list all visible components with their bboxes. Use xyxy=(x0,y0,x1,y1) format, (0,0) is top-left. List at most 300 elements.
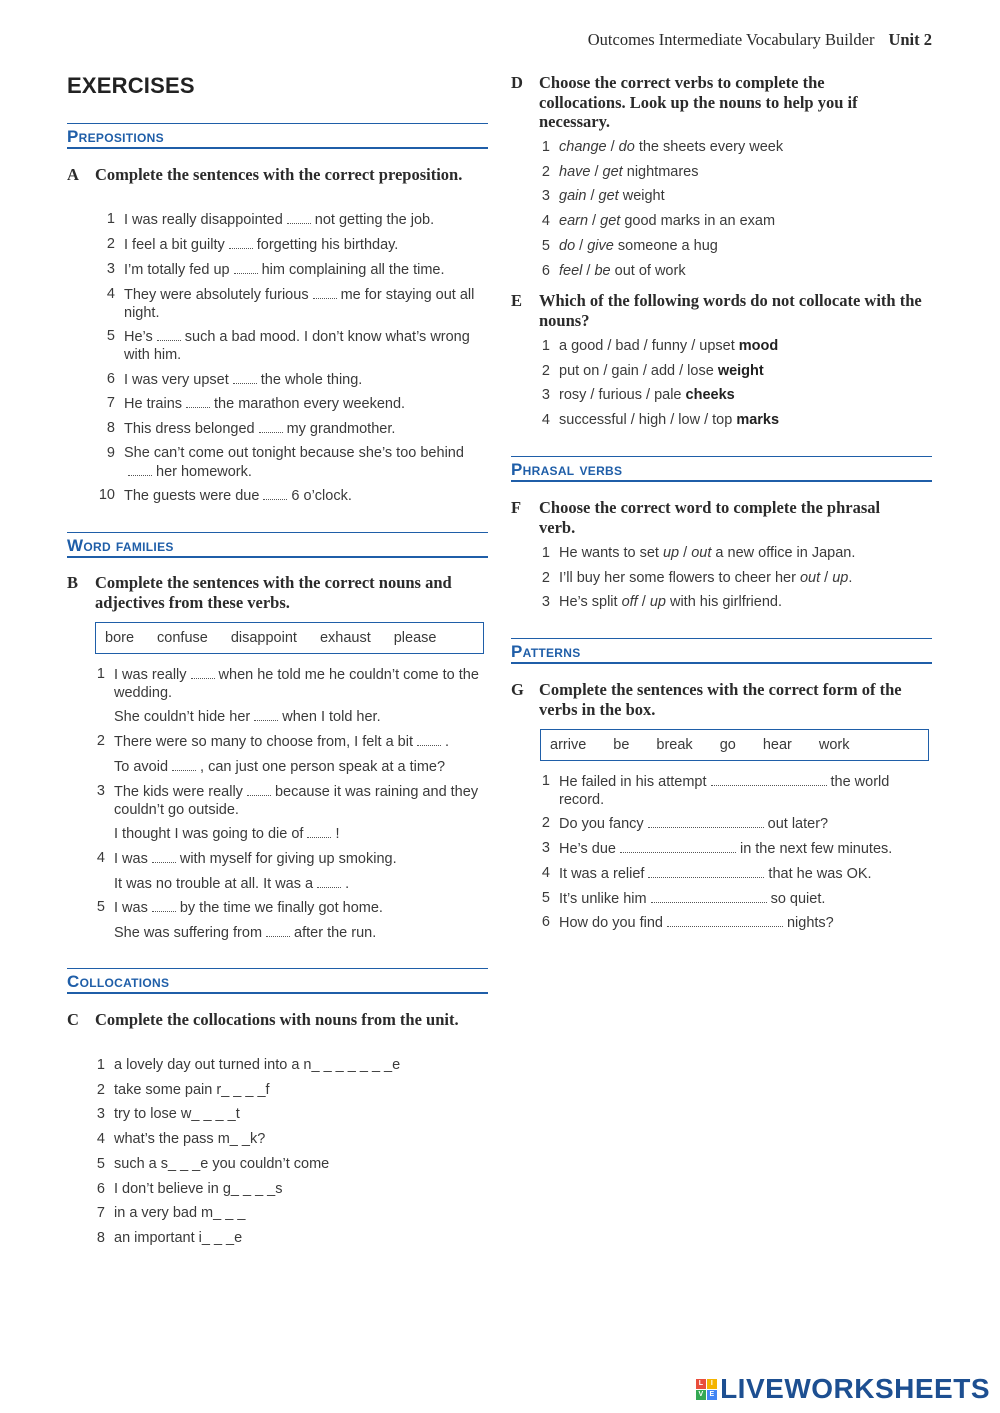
sentence-part: that he was OK. xyxy=(768,866,872,882)
item-text xyxy=(540,570,932,588)
exercise-b-heading xyxy=(67,573,487,612)
sentence-part: I was really disappointed xyxy=(124,212,283,228)
item-number: 2 xyxy=(96,733,105,749)
list-item xyxy=(540,570,932,588)
option-word[interactable]: out xyxy=(691,545,712,561)
item-text xyxy=(540,914,932,933)
exercise-instruction: Complete the sentences with the correct form of the verbs in the box. xyxy=(539,680,902,719)
answer-blank[interactable] xyxy=(648,865,764,878)
sentence-part: her homework. xyxy=(156,463,252,480)
answer-blank[interactable] xyxy=(266,924,290,937)
sentence-part: The guests were due xyxy=(124,488,260,504)
sentence-part: He’s xyxy=(124,329,153,345)
sentence-part: I’m totally fed up xyxy=(124,262,230,278)
exercise-letter: A xyxy=(67,165,79,184)
list-item xyxy=(540,387,932,405)
sentence-part: out later? xyxy=(767,816,829,832)
option-word[interactable]: change xyxy=(559,139,607,155)
sentence-part: She can’t come out tonight because she’s too behind xyxy=(124,445,464,461)
sentence-part: when he told me he couldn’t come to the wedding. xyxy=(114,667,479,701)
item-text xyxy=(540,840,932,859)
sentence-part: a new office in Japan. xyxy=(715,545,856,561)
logo-wordmark: LIVEWORKSHEETS xyxy=(720,1373,990,1404)
sentence-part: me for staying out all night. xyxy=(124,287,475,321)
option-word[interactable]: up xyxy=(649,594,666,611)
exercise-letter: F xyxy=(511,498,522,517)
item-text xyxy=(95,733,488,752)
sentence-part: He’s split xyxy=(559,594,618,611)
exercise-f-heading xyxy=(511,498,911,537)
sentence-part: try to lose w_ _ _ _t xyxy=(114,1106,240,1123)
item-text xyxy=(95,1131,488,1149)
item-text xyxy=(95,487,488,506)
sentence-part: forgetting his birthday. xyxy=(256,237,399,253)
exercise-a-heading xyxy=(67,165,467,185)
section-prepositions xyxy=(67,123,488,149)
item-number: 4 xyxy=(96,850,105,866)
sentence-part: , can just one person speak at a time? xyxy=(200,759,446,775)
exercise-letter: E xyxy=(511,291,523,310)
sentence-part: To avoid xyxy=(114,759,169,775)
list-item xyxy=(95,825,488,844)
option-separator: / xyxy=(582,262,595,279)
list-item xyxy=(95,924,488,943)
option-separator: / xyxy=(637,594,650,611)
item-text xyxy=(540,188,932,206)
item-text xyxy=(540,164,932,182)
list-item xyxy=(540,890,932,909)
section-title: Phrasal verbs xyxy=(511,460,623,479)
sentence-part: nightmares xyxy=(626,163,699,180)
sentence-part: She couldn’t hide her xyxy=(114,709,251,725)
answer-blank[interactable] xyxy=(186,395,210,408)
list-item xyxy=(95,783,488,819)
section-title: Collocations xyxy=(67,972,170,991)
item-text xyxy=(95,1057,488,1075)
list-item xyxy=(95,1106,488,1124)
list-item xyxy=(540,188,932,206)
sentence-part: . xyxy=(848,569,853,586)
exercise-instruction: Which of the following words do not collocate with the nouns? xyxy=(539,291,922,330)
sentence-part: It was no trouble at all. It was a xyxy=(114,876,314,892)
list-item xyxy=(95,1181,488,1199)
sentence-part: . xyxy=(345,876,350,892)
noun: mood xyxy=(738,338,779,354)
item-number: 2 xyxy=(541,163,550,180)
item-text xyxy=(540,412,932,430)
answer-blank[interactable] xyxy=(263,487,287,500)
sentence-part: a lovely day out turned into a n_ _ _ _ _ _ _e xyxy=(114,1057,401,1073)
item-text xyxy=(95,899,488,918)
option-word[interactable]: up xyxy=(662,545,680,561)
item-number: 3 xyxy=(541,840,550,856)
section-word-families xyxy=(67,532,488,558)
list-item xyxy=(95,1057,488,1075)
sentence-part: weight xyxy=(622,188,665,205)
item-text xyxy=(540,338,932,356)
list-item xyxy=(95,1205,488,1223)
sentence-part: in the next few minutes. xyxy=(739,841,893,857)
option-separator: / xyxy=(590,163,603,180)
exercise-instruction: Complete the sentences with the correct nouns and adjectives from these verbs. xyxy=(95,573,452,612)
option-word[interactable]: do xyxy=(559,237,576,254)
list-item xyxy=(95,708,488,727)
option-word[interactable]: out xyxy=(799,569,821,586)
item-text xyxy=(95,1181,488,1199)
item-number: 6 xyxy=(541,914,550,930)
item-text xyxy=(540,263,932,281)
sentence-part: with myself for giving up smoking. xyxy=(179,851,397,867)
list-item xyxy=(540,914,932,933)
word-box-g xyxy=(540,729,929,761)
word-box-b xyxy=(95,622,484,654)
option-word[interactable]: feel xyxy=(559,262,583,279)
item-text xyxy=(95,211,488,230)
item-number: 7 xyxy=(106,395,115,411)
item-number: 3 xyxy=(96,783,105,799)
list-item xyxy=(540,164,932,182)
sentence-part: the whole thing. xyxy=(260,372,363,388)
sentence-part: She was suffering from xyxy=(114,925,263,941)
answer-blank[interactable] xyxy=(247,783,271,796)
section-phrasal-verbs xyxy=(511,456,932,482)
exercise-d-heading xyxy=(511,73,911,132)
answer-blank[interactable] xyxy=(711,773,827,786)
item-text xyxy=(95,758,488,777)
option-word[interactable]: off xyxy=(621,594,638,611)
list-item xyxy=(540,840,932,859)
answer-blank[interactable] xyxy=(667,914,783,927)
list-item xyxy=(95,1230,488,1248)
list-item xyxy=(540,338,932,356)
list-item xyxy=(95,899,488,918)
item-number: 1 xyxy=(96,666,105,682)
item-text xyxy=(95,875,488,894)
item-text xyxy=(95,1106,488,1124)
option-word[interactable]: get xyxy=(602,163,623,180)
list-item xyxy=(95,758,488,777)
word-box-item: go xyxy=(719,737,736,753)
item-text xyxy=(95,445,488,481)
sentence-part: the marathon every weekend. xyxy=(214,396,406,412)
answer-blank[interactable] xyxy=(417,733,441,746)
list-item xyxy=(540,815,932,834)
option-separator: / xyxy=(588,213,601,230)
word-box-item: work xyxy=(818,737,850,753)
sentence-part: The kids were really xyxy=(114,784,243,800)
item-number: 1 xyxy=(96,1057,105,1073)
section-patterns xyxy=(511,638,932,664)
answer-blank[interactable] xyxy=(313,286,337,299)
sentence-part: him complaining all the time. xyxy=(261,262,445,278)
sentence-part: 6 o’clock. xyxy=(291,488,352,504)
item-number: 3 xyxy=(96,1106,105,1123)
option-word[interactable]: gain xyxy=(559,188,587,205)
sentence-part: I was very upset xyxy=(124,372,229,388)
option-word[interactable]: get xyxy=(600,213,621,230)
sentence-part: He failed in his attempt xyxy=(559,774,707,790)
item-number: 4 xyxy=(541,865,550,881)
item-number: 1 xyxy=(541,139,550,155)
item-number: 6 xyxy=(541,262,550,279)
item-text xyxy=(95,420,488,439)
book-title: Outcomes Intermediate Vocabulary Builder xyxy=(587,30,875,49)
option-separator: / xyxy=(575,237,588,254)
answer-blank[interactable] xyxy=(152,899,176,912)
sentence-part: what’s the pass m_ _k? xyxy=(114,1131,266,1148)
list-item xyxy=(95,445,488,481)
sentence-part: ! xyxy=(335,826,340,842)
word-box-item: please xyxy=(393,630,437,646)
list-item xyxy=(540,238,932,256)
section-title: Patterns xyxy=(511,642,581,661)
item-number: 5 xyxy=(106,328,115,344)
sentence-part: It’s unlike him xyxy=(559,891,647,907)
item-number: 1 xyxy=(106,211,115,227)
sentence-part: nights? xyxy=(786,915,834,931)
answer-blank[interactable] xyxy=(287,211,311,224)
answer-blank[interactable] xyxy=(191,666,215,679)
list-item xyxy=(540,545,932,563)
sentence-part: the world record. xyxy=(559,774,890,808)
option-word[interactable]: up xyxy=(832,569,849,586)
item-text xyxy=(540,865,932,884)
option-list: rosy / furious / pale xyxy=(559,387,682,404)
option-word[interactable]: be xyxy=(594,262,611,279)
item-text xyxy=(95,1205,488,1223)
answer-blank[interactable] xyxy=(152,850,176,863)
exercise-letter: D xyxy=(511,73,523,92)
liveworksheets-logo xyxy=(696,1373,990,1405)
item-text xyxy=(95,236,488,255)
item-number: 2 xyxy=(541,815,550,831)
sentence-part: I was xyxy=(114,851,148,867)
item-number: 6 xyxy=(106,371,115,387)
item-number: 3 xyxy=(541,188,550,205)
exercise-instruction: Choose the correct word to complete the phrasal verb. xyxy=(539,498,881,537)
item-text xyxy=(95,395,488,414)
noun: weight xyxy=(717,362,764,379)
sentence-part: in a very bad m_ _ _ xyxy=(114,1205,246,1222)
item-text xyxy=(540,773,932,809)
list-item xyxy=(95,371,488,390)
answer-blank[interactable] xyxy=(233,371,257,384)
option-word[interactable]: earn xyxy=(559,213,589,230)
item-text xyxy=(540,139,932,157)
exercise-instruction: Complete the collocations with nouns from the unit. xyxy=(95,1010,459,1029)
list-item xyxy=(95,420,488,439)
item-text xyxy=(95,825,488,844)
item-text xyxy=(540,238,932,256)
sentence-part: take some pain r_ _ _ _f xyxy=(114,1081,270,1098)
word-box-item: bore xyxy=(105,630,135,646)
list-item xyxy=(95,487,488,506)
answer-blank[interactable] xyxy=(234,261,258,274)
item-text xyxy=(95,1082,488,1100)
option-separator: / xyxy=(586,188,599,205)
answer-blank[interactable] xyxy=(254,708,278,721)
item-number: 8 xyxy=(96,1229,105,1246)
item-text xyxy=(540,387,932,405)
item-text xyxy=(95,1230,488,1248)
item-number: 1 xyxy=(541,773,550,789)
sentence-part: He trains xyxy=(124,396,183,412)
list-item xyxy=(95,286,488,322)
item-text xyxy=(95,261,488,280)
option-separator: / xyxy=(820,569,833,586)
exercise-g-heading xyxy=(511,680,931,719)
running-header xyxy=(588,30,932,50)
list-item xyxy=(95,875,488,894)
item-number: 3 xyxy=(541,387,550,404)
answer-blank[interactable] xyxy=(259,420,283,433)
sentence-part: good marks in an exam xyxy=(624,213,776,230)
item-number: 2 xyxy=(541,362,550,379)
item-text xyxy=(540,815,932,834)
answer-blank[interactable] xyxy=(648,815,764,828)
list-item xyxy=(95,1082,488,1100)
answer-blank[interactable] xyxy=(229,236,253,249)
sentence-part: such a s_ _ _e you couldn’t come xyxy=(114,1155,330,1172)
list-item xyxy=(540,263,932,281)
sentence-part: He’s due xyxy=(559,841,616,857)
word-box-item: hear xyxy=(762,737,792,753)
unit-label: Unit 2 xyxy=(888,30,932,49)
sentence-part: someone a hug xyxy=(617,237,718,254)
sentence-part: . xyxy=(445,734,450,750)
item-number: 3 xyxy=(106,261,115,277)
answer-blank[interactable] xyxy=(620,840,736,853)
option-list: a good / bad / funny / upset xyxy=(559,338,735,354)
list-item xyxy=(95,236,488,255)
item-text xyxy=(95,286,488,322)
sentence-part: I’ll buy her some flowers to cheer her xyxy=(559,569,796,586)
sentence-part: by the time we finally got home. xyxy=(179,900,383,916)
sentence-part: because it was raining and they couldn’t go outside. xyxy=(114,784,479,818)
section-collocations xyxy=(67,968,488,994)
list-item xyxy=(95,666,488,702)
sentence-part: This dress belonged xyxy=(124,421,255,437)
word-box-item: be xyxy=(613,737,630,753)
item-text xyxy=(95,1156,488,1174)
item-number: 8 xyxy=(106,420,115,436)
sentence-part: There were so many to choose from, I felt a bit xyxy=(114,734,413,750)
sentence-part: I was really xyxy=(114,667,187,683)
sentence-part: They were absolutely furious xyxy=(124,287,309,303)
item-number: 4 xyxy=(541,412,550,429)
option-word[interactable]: do xyxy=(618,139,635,155)
list-item xyxy=(95,261,488,280)
exercise-instruction: Complete the sentences with the correct preposition. xyxy=(95,165,463,184)
sentence-part: after the run. xyxy=(294,925,377,941)
item-text xyxy=(95,850,488,869)
list-item xyxy=(95,328,488,364)
option-list: put on / gain / add / lose xyxy=(559,362,714,379)
sentence-part: such a bad mood. I don’t know what’s wrong with him. xyxy=(124,329,470,363)
section-title: Word families xyxy=(67,536,174,555)
sentence-part: out of work xyxy=(614,262,686,279)
option-separator: / xyxy=(606,139,619,155)
item-number: 1 xyxy=(541,338,550,354)
item-number: 10 xyxy=(98,487,115,503)
list-item xyxy=(95,395,488,414)
item-text xyxy=(95,783,488,819)
noun: cheeks xyxy=(685,387,735,404)
answer-blank[interactable] xyxy=(157,328,181,341)
item-number: 2 xyxy=(541,569,550,586)
exercise-instruction: Choose the correct verbs to complete the collocations. Look up the nouns to help you if necessary. xyxy=(539,73,858,131)
sentence-part: I don’t believe in g_ _ _ _s xyxy=(114,1180,283,1197)
item-text xyxy=(95,708,488,727)
option-word[interactable]: get xyxy=(598,188,619,205)
word-box-item: disappoint xyxy=(230,630,297,646)
list-item xyxy=(95,733,488,752)
item-text xyxy=(95,924,488,943)
item-number: 4 xyxy=(541,213,550,230)
list-item xyxy=(95,1156,488,1174)
item-text xyxy=(95,666,488,702)
item-number: 5 xyxy=(96,899,105,915)
section-title: Prepositions xyxy=(67,127,164,146)
item-number: 2 xyxy=(106,236,115,252)
answer-blank[interactable] xyxy=(651,890,767,903)
sentence-part: so quiet. xyxy=(770,891,826,907)
item-number: 1 xyxy=(541,545,550,561)
item-number: 4 xyxy=(106,286,115,302)
option-word[interactable]: have xyxy=(559,163,591,180)
sentence-part: I was xyxy=(114,900,148,916)
noun: marks xyxy=(736,412,780,429)
answer-blank[interactable] xyxy=(317,875,341,888)
exercise-letter: C xyxy=(67,1010,79,1029)
item-number: 3 xyxy=(541,594,550,611)
list-item xyxy=(540,412,932,430)
word-box-item: break xyxy=(656,737,693,753)
sentence-part: How do you find xyxy=(559,915,663,931)
answer-blank[interactable] xyxy=(172,758,196,771)
exercise-e-heading xyxy=(511,291,931,330)
answer-blank[interactable] xyxy=(307,825,331,838)
sentence-part: Do you fancy xyxy=(559,816,644,832)
answer-blank[interactable] xyxy=(128,463,152,476)
item-number: 9 xyxy=(106,445,115,461)
item-number: 7 xyxy=(96,1205,105,1222)
item-text xyxy=(540,594,932,612)
word-box-item: confuse xyxy=(157,630,208,646)
exercise-letter: G xyxy=(511,680,524,699)
item-number: 5 xyxy=(541,237,550,254)
sentence-part: I thought I was going to die of xyxy=(114,826,304,842)
list-item xyxy=(540,363,932,381)
item-text xyxy=(540,545,932,563)
list-item xyxy=(540,865,932,884)
sentence-part: when I told her. xyxy=(282,709,381,725)
word-box-item: arrive xyxy=(550,737,587,753)
item-number: 4 xyxy=(96,1131,105,1148)
sentence-part: It was a relief xyxy=(559,866,645,882)
option-word[interactable]: give xyxy=(587,237,614,254)
sentence-part: I feel a bit guilty xyxy=(124,237,225,253)
sentence-part: He wants to set xyxy=(559,545,659,561)
item-text xyxy=(540,890,932,909)
item-text xyxy=(540,213,932,231)
word-box-item: exhaust xyxy=(319,630,371,646)
sentence-part: with his girlfriend. xyxy=(669,594,782,611)
item-number: 6 xyxy=(96,1180,105,1197)
sentence-part: the sheets every week xyxy=(638,139,784,155)
item-number: 5 xyxy=(541,890,550,906)
item-text xyxy=(540,363,932,381)
